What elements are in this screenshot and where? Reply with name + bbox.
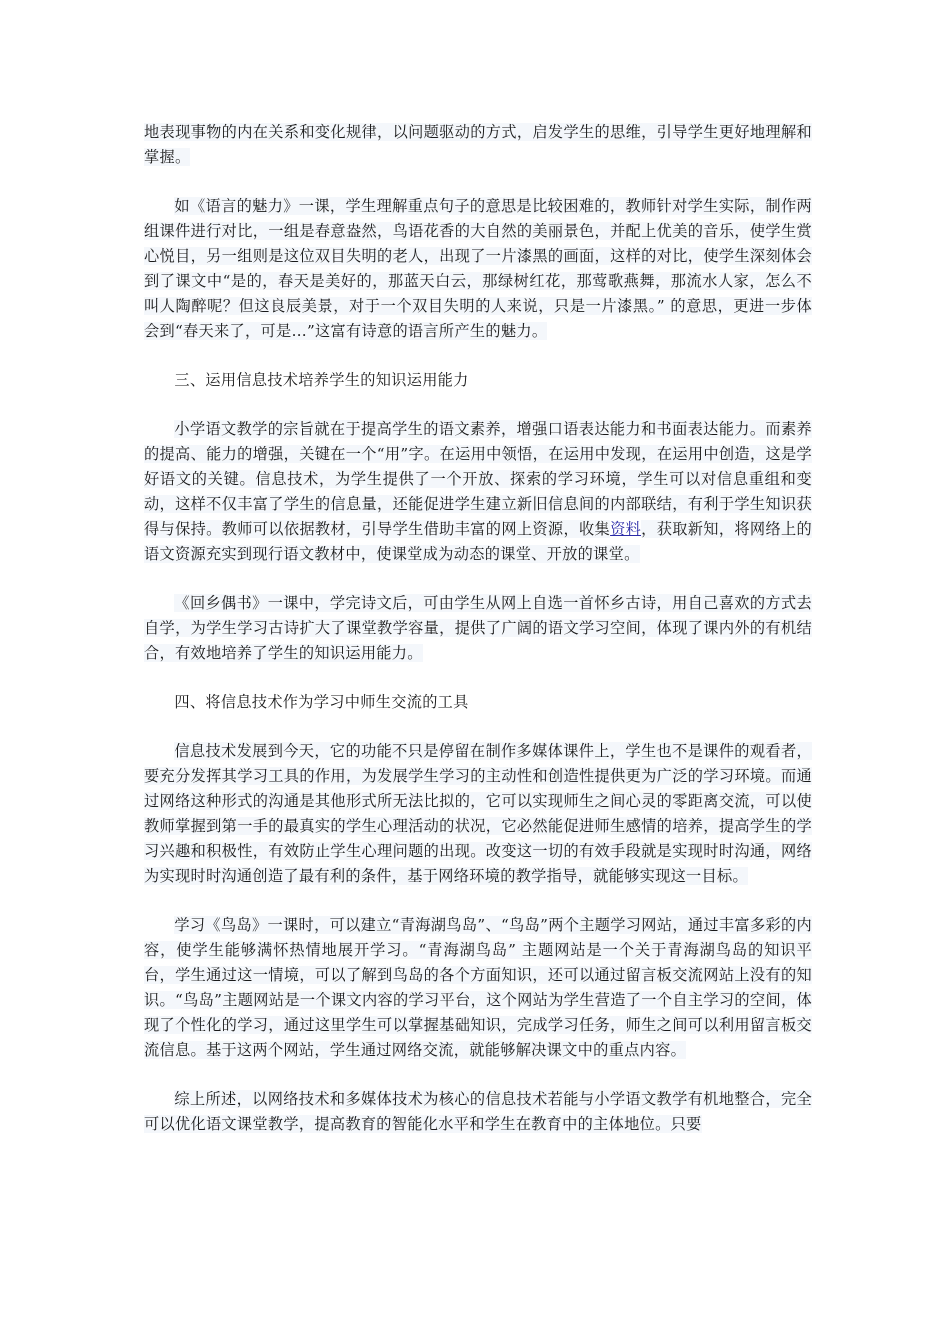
paragraph-communication-tool [144,739,812,889]
paragraph-text: ，获取新知，将网络上的语文资源充实到现行语文教材中，使课堂成为动态的课堂、开放的课堂。 [144,520,812,563]
paragraph-homecoming-poem [144,591,812,666]
paragraph-bird-island [144,913,812,1063]
section-heading-3 [144,368,812,393]
document-body [144,120,812,1161]
paragraph-summary [144,1087,812,1137]
materials-link[interactable]: 资料 [610,520,642,538]
paragraph-text: 如《语言的魅力》一课，学生理解重点句子的意思是比较困难的，教师针对学生实际，制作两组课件进行对比，一组是春意盎然，鸟语花香的大自然的美丽景色，并配上优美的音乐，使学生赏心悦目，另一组则是这位双目失明的老人，出现了一片漆黑的画面，这样的对比，使学生深刻体会到了课文中“是的，春天是美好的，那蓝天白云，那绿树红花，那莺歌燕舞，那流水人家，怎么不叫人陶醉呢？但这良辰美景，对于一个双目失明的人来说，只是一片漆黑。” 的意思，更进一步体会到“春天来了，可是…”这富有诗意的语言所产生的魅力。 [144,197,812,340]
paragraph-text: 《回乡偶书》一课中，学完诗文后，可由学生从网上自选一首怀乡古诗，用自己喜欢的方式去自学，为学生学习古诗扩大了课堂教学容量，提供了广阔的语文学习空间，体现了课内外的有机结合，有效地培养了学生的知识运用能力。 [144,594,812,662]
paragraph-continuation [144,120,812,170]
paragraph-text: 小学语文教学的宗旨就在于提高学生的语文素养，增强口语表达能力和书面表达能力。而素养的提高、能力的增强，关键在一个“用”字。在运用中领悟，在运用中发现，在运用中创造，这是学好语文的关键。信息技术，为学生提供了一个开放、探索的学习环境，学生可以对信息重组和变动，这样不仅丰富了学生的信息量，还能促进学生建立新旧信息间的内部联结，有利于学生知识获得与保持。教师可以依据教材，引导学生借助丰富的网上资源，收集 [144,420,812,538]
paragraph-language-charm [144,194,812,344]
paragraph-text: 信息技术发展到今天，它的功能不只是停留在制作多媒体课件上，学生也不是课件的观看者，要充分发挥其学习工具的作用，为发展学生学习的主动性和创造性提供更为广泛的学习环境。而通过网络这种形式的沟通是其他形式所无法比拟的，它可以实现师生之间心灵的零距离交流，可以使教师掌握到第一手的最真实的学生心理活动的状况，它必然能促进师生感情的培养，提高学生的学习兴趣和积极性，有效防止学生心理问题的出现。改变这一切的有效手段就是实现时时沟通，网络为实现时时沟通创造了最有利的条件，基于网络环境的教学指导，就能够实现这一目标。 [144,742,812,885]
heading-text: 四、将信息技术作为学习中师生交流的工具 [174,693,469,711]
section-heading-4 [144,690,812,715]
paragraph-text: 综上所述，以网络技术和多媒体技术为核心的信息技术若能与小学语文教学有机地整合，完全可以优化语文课堂教学，提高教育的智能化水平和学生在教育中的主体地位。只要 [144,1090,812,1133]
paragraph-text: 学习《鸟岛》一课时，可以建立“青海湖鸟岛”、“鸟岛”两个主题学习网站，通过丰富多彩的内容，使学生能够满怀热情地展开学习。“青海湖鸟岛” 主题网站是一个关于青海湖鸟岛的知识平台，学生通过这一情境，可以了解到鸟岛的各个方面知识，还可以通过留言板交流网站上没有的知识。“鸟岛”主题网站是一个课文内容的学习平台，这个网站为学生营造了一个自主学习的空间，体现了个性化的学习，通过这里学生可以掌握基础知识，完成学习任务，师生之间可以利用留言板交流信息。基于这两个网站，学生通过网络交流，就能够解决课文中的重点内容。 [144,916,812,1059]
heading-text: 三、运用信息技术培养学生的知识运用能力 [174,371,469,389]
paragraph-text: 地表现事物的内在关系和变化规律，以问题驱动的方式，启发学生的思维，引导学生更好地理解和掌握。 [144,123,812,166]
paragraph-knowledge-use [144,417,812,567]
